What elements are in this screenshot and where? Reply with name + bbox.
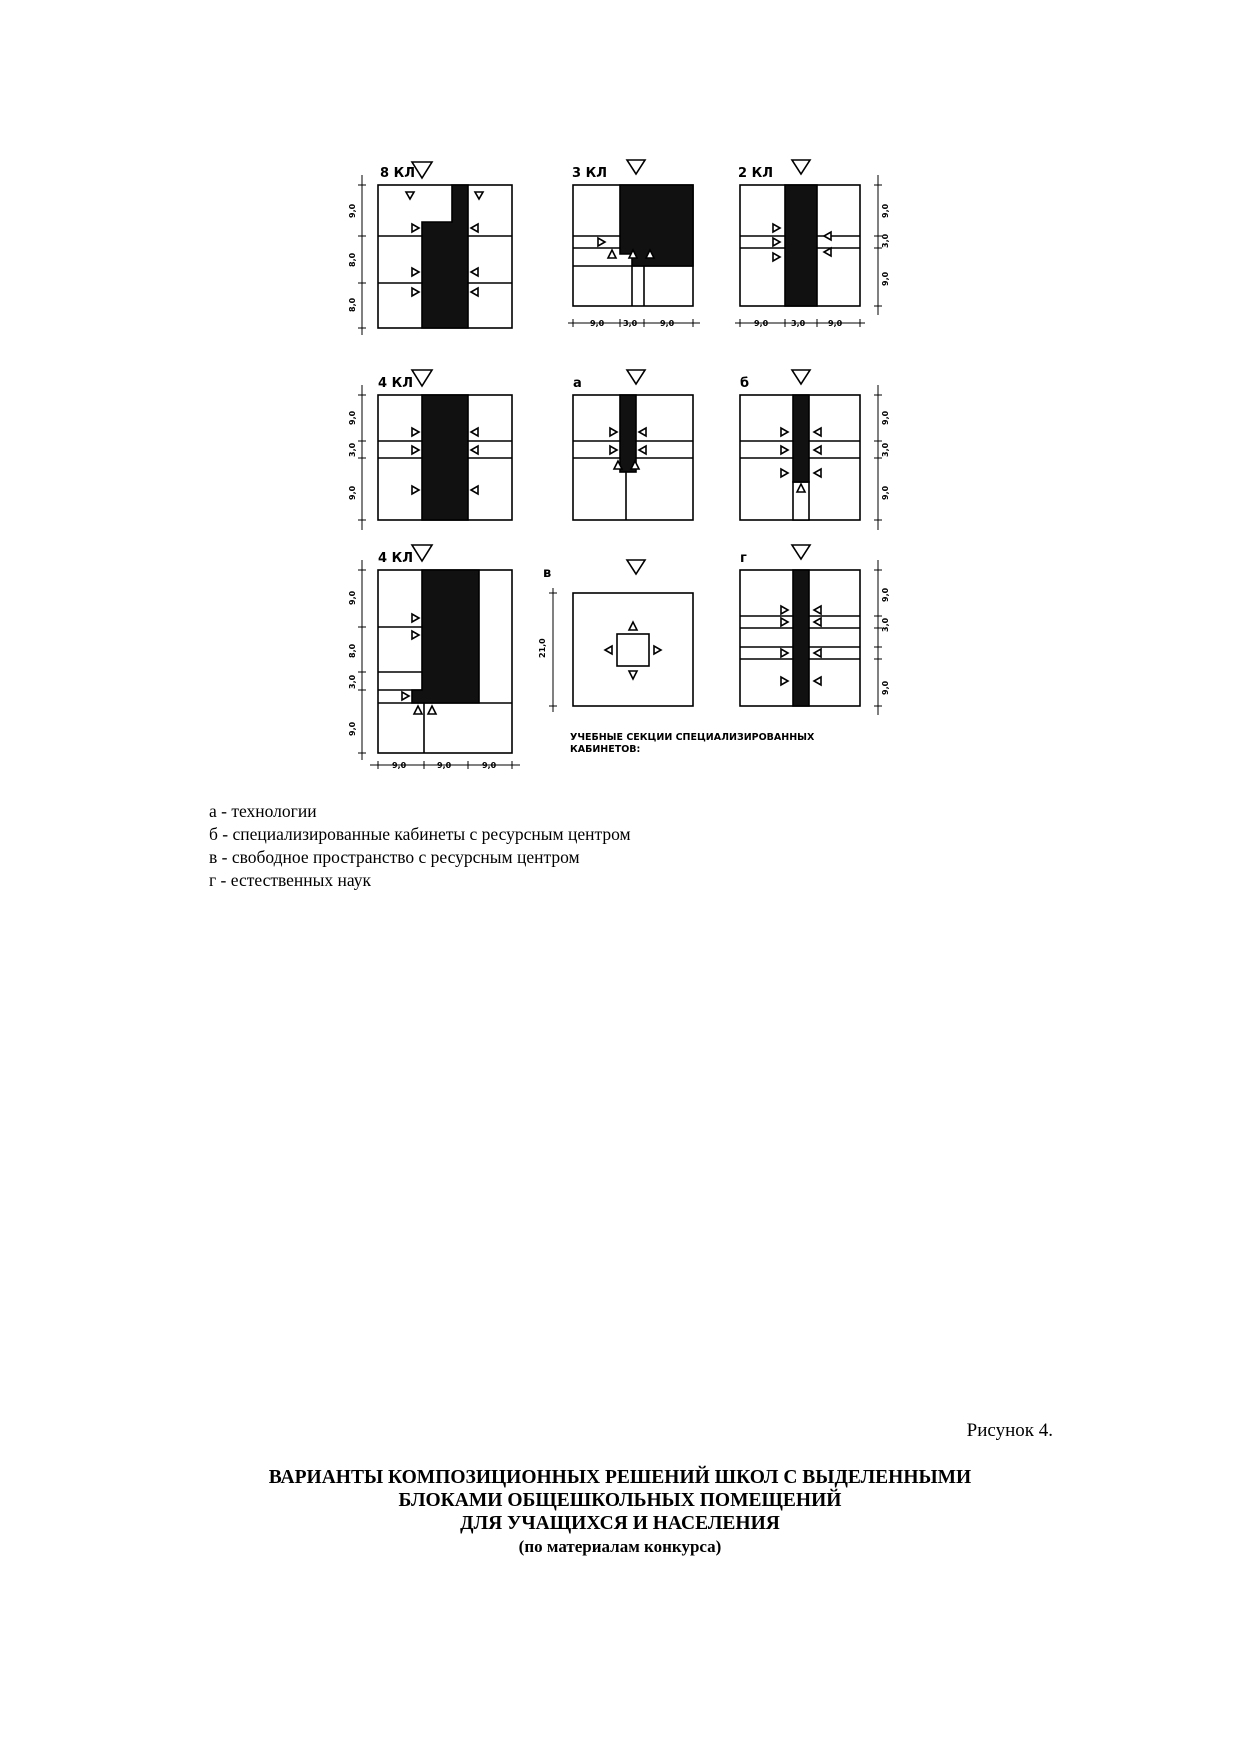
entrance-marker [627,160,645,174]
dim-label: 3,0 [623,319,638,328]
legend-item: в - свободное пространство с ресурсным центром [209,847,580,867]
plan-8-classes [348,162,512,335]
entrance-marker [412,370,432,386]
entrance-marker [792,545,810,559]
dim-label: 3,0 [348,674,357,689]
entrance-marker [412,545,432,561]
dim-label: 9,0 [348,485,357,500]
panel-label: 2 КЛ [738,166,773,181]
dim-label: 9,0 [437,761,452,770]
panel-label: 8 КЛ [380,166,415,181]
caption-line: БЛОКАМИ ОБЩЕШКОЛЬНЫХ ПОМЕЩЕНИЙ [398,1490,842,1511]
dim-label: 9,0 [348,203,357,218]
plan-2-classes [735,160,890,328]
dim-label: 9,0 [348,410,357,425]
legend-item: б - специализированные кабинеты с ресурсным центром [209,824,631,844]
corridor [785,185,817,306]
legend-item: а - технологии [209,801,317,821]
dim-label: 9,0 [881,271,890,286]
dim-label: 9,0 [348,721,357,736]
entrance-marker [627,370,645,384]
dim-label: 9,0 [754,319,769,328]
figure-note-line1: УЧЕБНЫЕ СЕКЦИИ СПЕЦИАЛИЗИРОВАННЫХ [570,732,815,743]
caption-line: ДЛЯ УЧАЩИХСЯ И НАСЕЛЕНИЯ [460,1513,780,1534]
dim-label: 9,0 [828,319,843,328]
dim-label: 9,0 [881,203,890,218]
panel-label: г [740,551,747,566]
panel-label: 4 КЛ [378,376,413,391]
dim-label: 9,0 [482,761,497,770]
corridor [793,570,809,706]
dim-label: 8,0 [348,252,357,267]
panel-label: б [740,376,750,391]
dim-label: 21,0 [538,638,547,658]
entrance-marker [792,370,810,384]
plan-g-natural-sciences [740,545,890,715]
plan-a-technology [573,370,693,520]
corridor [793,395,809,482]
plan-b-resource [740,370,890,530]
figure-note-line2: КАБИНЕТОВ: [570,744,641,755]
panel-label: в [543,566,552,581]
dim-label: 3,0 [881,442,890,457]
dim-label: 9,0 [392,761,407,770]
dim-label: 9,0 [881,485,890,500]
plan-4-classes-corridor [348,370,512,530]
dim-label: 3,0 [791,319,806,328]
figure-legend [209,800,631,892]
panel-label: а [573,376,582,391]
dim-label: 3,0 [881,617,890,632]
entrance-marker [627,560,645,574]
dim-label: 9,0 [881,680,890,695]
school-plans-figure [340,140,900,780]
corridor [422,395,468,520]
panel-label: 3 КЛ [572,166,607,181]
entrance-marker [412,162,432,178]
dim-label: 9,0 [660,319,675,328]
dim-label: 9,0 [590,319,605,328]
corridor [620,395,636,472]
figure-number: Рисунок 4. [966,1420,1053,1441]
dim-label: 3,0 [881,233,890,248]
dim-label: 8,0 [348,297,357,312]
plan-4-classes-block [348,545,520,770]
dim-label: 9,0 [348,590,357,605]
resource-center [617,634,649,666]
figure-caption [0,1466,1240,1558]
resource-block [412,570,479,703]
caption-subtitle: (по материалам конкурса) [518,1537,722,1556]
panel-label: 4 КЛ [378,551,413,566]
plan-3-classes [568,160,700,328]
dim-label: 9,0 [881,587,890,602]
dim-label: 9,0 [881,410,890,425]
plan-v-open-space [538,560,693,712]
dim-label: 8,0 [348,643,357,658]
entrance-marker [792,160,810,174]
legend-item: г - естественных наук [209,870,372,890]
caption-line: ВАРИАНТЫ КОМПОЗИЦИОННЫХ РЕШЕНИЙ ШКОЛ С ВЫДЕЛЕННЫМИ [268,1467,972,1488]
dim-label: 3,0 [348,442,357,457]
